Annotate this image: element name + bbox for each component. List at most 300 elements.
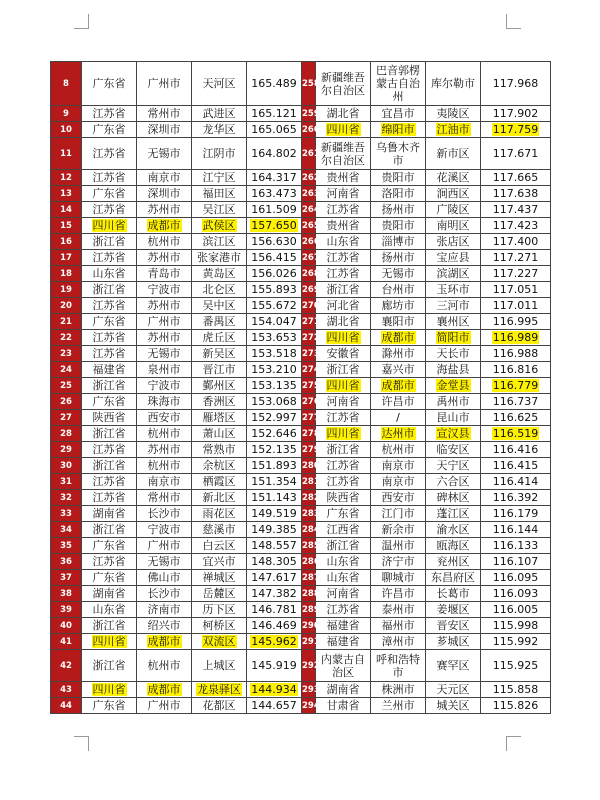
table-row (51, 442, 551, 458)
right-score-cell (481, 378, 551, 394)
right-district-cell: 晋安区 (426, 618, 481, 634)
left-rank-cell: 20 (51, 298, 82, 314)
left-city-cell: 绍兴市 (137, 618, 192, 634)
right-score-cell: 116.988 (481, 346, 551, 362)
left-rank-cell: 9 (51, 106, 82, 122)
right-province-cell: 山东省 (316, 570, 371, 586)
left-province-cell-highlight: 四川省 (92, 683, 126, 696)
table-row (51, 698, 551, 714)
left-rank-cell: 36 (51, 554, 82, 570)
table-row (51, 266, 551, 282)
right-district-cell (426, 122, 481, 138)
left-score-cell: 164.317 (247, 170, 302, 186)
left-province-cell: 广东省 (82, 698, 137, 714)
table-row (51, 394, 551, 410)
right-province-cell: 江苏省 (316, 474, 371, 490)
left-province-cell: 湖南省 (82, 506, 137, 522)
right-district-cell: 天宁区 (426, 458, 481, 474)
right-province-cell-highlight: 四川省 (326, 427, 360, 440)
table-row (51, 570, 551, 586)
right-district-cell: 姜堰区 (426, 602, 481, 618)
table-row (51, 106, 551, 122)
right-city-cell: 许昌市 (371, 586, 426, 602)
left-city-cell (137, 682, 192, 698)
right-province-cell (316, 378, 371, 394)
left-score-cell: 153.518 (247, 346, 302, 362)
left-city-cell: 广州市 (137, 538, 192, 554)
right-city-cell: 宜昌市 (371, 106, 426, 122)
left-province-cell-highlight: 四川省 (92, 635, 126, 648)
right-city-cell: 呼和浩特市 (371, 650, 426, 682)
left-rank-cell: 38 (51, 586, 82, 602)
left-rank-cell: 25 (51, 378, 82, 394)
left-city-cell: 杭州市 (137, 426, 192, 442)
right-city-cell: 福州市 (371, 618, 426, 634)
left-rank-cell: 16 (51, 234, 82, 250)
table-row (51, 634, 551, 650)
right-district-cell: 玉环市 (426, 282, 481, 298)
left-city-cell: 宁波市 (137, 378, 192, 394)
right-province-cell-highlight: 四川省 (326, 331, 360, 344)
right-district-cell: 渝水区 (426, 522, 481, 538)
left-score-cell: 161.509 (247, 202, 302, 218)
left-score-cell: 155.672 (247, 298, 302, 314)
left-score-cell: 148.557 (247, 538, 302, 554)
right-province-cell-highlight: 四川省 (326, 379, 360, 392)
right-rank-cell: 292 (302, 650, 316, 682)
right-score-cell: 116.737 (481, 394, 551, 410)
left-score-cell: 152.135 (247, 442, 302, 458)
left-rank-cell: 43 (51, 682, 82, 698)
right-rank-cell: 275 (302, 378, 316, 394)
left-district-cell: 吴中区 (192, 298, 247, 314)
table-row (51, 138, 551, 170)
left-district-cell (192, 682, 247, 698)
table-row (51, 186, 551, 202)
left-score-cell: 146.781 (247, 602, 302, 618)
right-city-cell: 巴音郭楞蒙古自治州 (371, 62, 426, 106)
right-district-cell (426, 378, 481, 394)
right-city-cell: 襄阳市 (371, 314, 426, 330)
right-rank-cell: 286 (302, 554, 316, 570)
left-city-cell (137, 634, 192, 650)
left-district-cell: 新吴区 (192, 346, 247, 362)
right-city-cell: 江门市 (371, 506, 426, 522)
right-district-cell: 芗城区 (426, 634, 481, 650)
right-rank-cell: 281 (302, 474, 316, 490)
right-city-cell: 扬州市 (371, 202, 426, 218)
right-province-cell: 江苏省 (316, 266, 371, 282)
right-district-cell: 蓬江区 (426, 506, 481, 522)
right-province-cell: 浙江省 (316, 282, 371, 298)
right-rank-cell: 268 (302, 266, 316, 282)
right-rank-cell: 270 (302, 298, 316, 314)
right-province-cell: 江苏省 (316, 458, 371, 474)
right-rank-cell: 263 (302, 186, 316, 202)
left-score-cell: 149.519 (247, 506, 302, 522)
table-row (51, 378, 551, 394)
right-score-cell: 115.998 (481, 618, 551, 634)
left-score-cell-highlight: 145.962 (251, 635, 297, 648)
left-rank-cell: 17 (51, 250, 82, 266)
right-city-cell: 乌鲁木齐市 (371, 138, 426, 170)
right-district-cell: 赛罕区 (426, 650, 481, 682)
right-province-cell: 湖南省 (316, 682, 371, 698)
right-city-cell: 株洲市 (371, 682, 426, 698)
left-rank-cell: 10 (51, 122, 82, 138)
left-city-cell: 深圳市 (137, 122, 192, 138)
right-district-cell-highlight: 金堂县 (436, 379, 470, 392)
left-city-cell: 苏州市 (137, 330, 192, 346)
right-district-cell-highlight: 宣汉县 (436, 427, 470, 440)
right-district-cell: 南明区 (426, 218, 481, 234)
left-city-cell (137, 218, 192, 234)
right-city-cell: 扬州市 (371, 250, 426, 266)
left-province-cell: 浙江省 (82, 618, 137, 634)
left-district-cell: 黄岛区 (192, 266, 247, 282)
right-province-cell: 河南省 (316, 586, 371, 602)
left-rank-cell: 31 (51, 474, 82, 490)
right-province-cell: 甘肃省 (316, 698, 371, 714)
right-district-cell: 广陵区 (426, 202, 481, 218)
left-city-cell-highlight: 成都市 (147, 683, 181, 696)
left-score-cell: 147.382 (247, 586, 302, 602)
right-district-cell: 碑林区 (426, 490, 481, 506)
left-rank-cell: 18 (51, 266, 82, 282)
left-city-cell: 南京市 (137, 474, 192, 490)
right-score-cell: 117.423 (481, 218, 551, 234)
right-province-cell: 新疆维吾尔自治区 (316, 62, 371, 106)
left-district-cell: 滨江区 (192, 234, 247, 250)
left-province-cell (82, 218, 137, 234)
right-rank-cell: 266 (302, 234, 316, 250)
right-city-cell: 泰州市 (371, 602, 426, 618)
right-city-cell-highlight: 成都市 (381, 379, 415, 392)
right-rank-cell: 288 (302, 586, 316, 602)
table-row (51, 362, 551, 378)
table-row (51, 586, 551, 602)
right-score-cell: 117.400 (481, 234, 551, 250)
left-rank-cell: 28 (51, 426, 82, 442)
left-province-cell: 江苏省 (82, 170, 137, 186)
left-province-cell: 江苏省 (82, 474, 137, 490)
right-city-cell: 台州市 (371, 282, 426, 298)
right-district-cell: 海盐县 (426, 362, 481, 378)
left-district-cell: 历下区 (192, 602, 247, 618)
table-row (51, 170, 551, 186)
left-rank-cell: 33 (51, 506, 82, 522)
left-province-cell: 广东省 (82, 314, 137, 330)
right-city-cell: 聊城市 (371, 570, 426, 586)
left-city-cell: 佛山市 (137, 570, 192, 586)
right-rank-cell: 264 (302, 202, 316, 218)
right-city-cell-highlight: 达州市 (381, 427, 415, 440)
right-city-cell: 兰州市 (371, 698, 426, 714)
right-rank-cell: 267 (302, 250, 316, 266)
right-province-cell: 贵州省 (316, 170, 371, 186)
right-province-cell: 江苏省 (316, 202, 371, 218)
right-province-cell: 浙江省 (316, 362, 371, 378)
right-province-cell: 湖北省 (316, 106, 371, 122)
right-province-cell: 江苏省 (316, 410, 371, 426)
right-province-cell (316, 426, 371, 442)
left-province-cell: 山东省 (82, 602, 137, 618)
right-province-cell: 福建省 (316, 618, 371, 634)
right-score-cell: 116.179 (481, 506, 551, 522)
left-province-cell: 江苏省 (82, 490, 137, 506)
left-province-cell (82, 634, 137, 650)
left-city-cell-highlight: 成都市 (147, 219, 181, 232)
left-score-cell: 156.415 (247, 250, 302, 266)
crop-mark-top-right (506, 14, 521, 29)
left-district-cell (192, 218, 247, 234)
left-province-cell: 陕西省 (82, 410, 137, 426)
left-district-cell: 上城区 (192, 650, 247, 682)
right-score-cell (481, 122, 551, 138)
right-city-cell: 滁州市 (371, 346, 426, 362)
right-score-cell: 115.925 (481, 650, 551, 682)
right-province-cell: 安徽省 (316, 346, 371, 362)
left-district-cell: 常熟市 (192, 442, 247, 458)
right-district-cell: 张店区 (426, 234, 481, 250)
left-district-cell: 岳麓区 (192, 586, 247, 602)
right-rank-cell: 282 (302, 490, 316, 506)
left-city-cell: 苏州市 (137, 250, 192, 266)
left-city-cell: 广州市 (137, 314, 192, 330)
right-city-cell: 西安市 (371, 490, 426, 506)
left-province-cell: 江苏省 (82, 330, 137, 346)
right-district-cell: 滨湖区 (426, 266, 481, 282)
left-city-cell: 长沙市 (137, 586, 192, 602)
left-city-cell: 长沙市 (137, 506, 192, 522)
right-district-cell: 襄州区 (426, 314, 481, 330)
right-score-cell: 116.625 (481, 410, 551, 426)
table-row (51, 538, 551, 554)
left-rank-cell: 29 (51, 442, 82, 458)
table-row (51, 650, 551, 682)
left-city-cell: 常州市 (137, 106, 192, 122)
left-score-cell: 151.893 (247, 458, 302, 474)
right-score-cell-highlight: 116.779 (492, 379, 539, 392)
left-score-cell: 164.802 (247, 138, 302, 170)
right-city-cell-highlight: 绵阳市 (381, 123, 415, 136)
left-city-cell: 杭州市 (137, 650, 192, 682)
left-rank-cell: 27 (51, 410, 82, 426)
left-score-cell: 144.657 (247, 698, 302, 714)
right-district-cell-highlight: 江油市 (436, 123, 470, 136)
left-rank-cell: 24 (51, 362, 82, 378)
right-score-cell-highlight: 117.759 (492, 123, 539, 136)
left-district-cell: 花都区 (192, 698, 247, 714)
right-score-cell: 116.005 (481, 602, 551, 618)
left-score-cell: 152.997 (247, 410, 302, 426)
left-rank-cell: 8 (51, 62, 82, 106)
table-row (51, 202, 551, 218)
table-row (51, 346, 551, 362)
right-score-cell: 117.051 (481, 282, 551, 298)
left-province-cell: 江苏省 (82, 106, 137, 122)
left-province-cell: 浙江省 (82, 458, 137, 474)
left-province-cell: 浙江省 (82, 650, 137, 682)
right-rank-cell: 290 (302, 618, 316, 634)
right-score-cell: 116.144 (481, 522, 551, 538)
left-score-cell: 165.489 (247, 62, 302, 106)
left-province-cell: 江苏省 (82, 138, 137, 170)
table-row (51, 410, 551, 426)
right-province-cell: 浙江省 (316, 538, 371, 554)
right-district-cell: 库尔勒市 (426, 62, 481, 106)
left-province-cell: 江苏省 (82, 442, 137, 458)
left-score-cell: 153.068 (247, 394, 302, 410)
right-rank-cell: 279 (302, 442, 316, 458)
right-score-cell: 116.093 (481, 586, 551, 602)
right-district-cell: 三河市 (426, 298, 481, 314)
left-province-cell: 浙江省 (82, 282, 137, 298)
left-district-cell: 北仑区 (192, 282, 247, 298)
right-score-cell (481, 330, 551, 346)
left-city-cell: 无锡市 (137, 138, 192, 170)
right-district-cell-highlight: 简阳市 (436, 331, 470, 344)
table-row (51, 522, 551, 538)
table-row (51, 282, 551, 298)
left-province-cell: 江苏省 (82, 346, 137, 362)
right-district-cell: 长葛市 (426, 586, 481, 602)
left-rank-cell: 40 (51, 618, 82, 634)
left-rank-cell: 42 (51, 650, 82, 682)
left-district-cell (192, 634, 247, 650)
left-province-cell: 浙江省 (82, 522, 137, 538)
right-city-cell: 无锡市 (371, 266, 426, 282)
left-rank-cell: 15 (51, 218, 82, 234)
right-city-cell: 嘉兴市 (371, 362, 426, 378)
right-city-cell: 南京市 (371, 458, 426, 474)
left-city-cell-highlight: 成都市 (147, 635, 181, 648)
left-district-cell: 吴江区 (192, 202, 247, 218)
right-province-cell: 山东省 (316, 554, 371, 570)
right-score-cell (481, 426, 551, 442)
table-row (51, 62, 551, 106)
right-rank-cell: 278 (302, 426, 316, 442)
right-city-cell: 淄博市 (371, 234, 426, 250)
left-province-cell: 广东省 (82, 62, 137, 106)
left-rank-cell: 34 (51, 522, 82, 538)
right-city-cell: 贵阳市 (371, 170, 426, 186)
left-score-cell: 153.210 (247, 362, 302, 378)
left-rank-cell: 41 (51, 634, 82, 650)
right-rank-cell: 283 (302, 506, 316, 522)
left-score-cell (247, 634, 302, 650)
left-district-cell: 虎丘区 (192, 330, 247, 346)
table-row (51, 554, 551, 570)
left-score-cell: 153.135 (247, 378, 302, 394)
left-district-cell: 江宁区 (192, 170, 247, 186)
left-province-cell: 浙江省 (82, 234, 137, 250)
right-district-cell: 瓯海区 (426, 538, 481, 554)
right-score-cell: 117.271 (481, 250, 551, 266)
right-district-cell: 城关区 (426, 698, 481, 714)
right-city-cell: 温州市 (371, 538, 426, 554)
left-rank-cell: 21 (51, 314, 82, 330)
left-province-cell: 江苏省 (82, 298, 137, 314)
right-province-cell: 湖北省 (316, 314, 371, 330)
right-score-cell: 115.826 (481, 698, 551, 714)
left-city-cell: 苏州市 (137, 202, 192, 218)
left-district-cell-highlight: 武侯区 (202, 219, 236, 232)
right-city-cell: 杭州市 (371, 442, 426, 458)
left-score-cell: 156.026 (247, 266, 302, 282)
right-city-cell: 南京市 (371, 474, 426, 490)
right-score-cell: 116.392 (481, 490, 551, 506)
right-rank-cell: 259 (302, 106, 316, 122)
left-rank-cell: 14 (51, 202, 82, 218)
right-city-cell (371, 378, 426, 394)
right-city-cell (371, 330, 426, 346)
right-rank-cell: 262 (302, 170, 316, 186)
right-score-cell-highlight: 116.989 (492, 331, 539, 344)
left-province-cell: 江苏省 (82, 202, 137, 218)
right-district-cell: 东昌府区 (426, 570, 481, 586)
left-district-cell: 萧山区 (192, 426, 247, 442)
left-city-cell: 常州市 (137, 490, 192, 506)
right-rank-cell: 271 (302, 314, 316, 330)
right-city-cell: 廊坊市 (371, 298, 426, 314)
left-district-cell: 武进区 (192, 106, 247, 122)
left-district-cell: 新北区 (192, 490, 247, 506)
right-district-cell: 天元区 (426, 682, 481, 698)
left-score-cell: 165.121 (247, 106, 302, 122)
left-city-cell: 无锡市 (137, 554, 192, 570)
right-rank-cell: 289 (302, 602, 316, 618)
right-score-cell: 117.437 (481, 202, 551, 218)
left-rank-cell: 11 (51, 138, 82, 170)
right-score-cell: 117.665 (481, 170, 551, 186)
right-score-cell: 116.995 (481, 314, 551, 330)
table-row (51, 682, 551, 698)
left-score-cell: 145.919 (247, 650, 302, 682)
right-district-cell: 花溪区 (426, 170, 481, 186)
left-city-cell: 西安市 (137, 410, 192, 426)
left-province-cell (82, 682, 137, 698)
left-score-cell-highlight: 144.934 (251, 683, 297, 696)
right-district-cell: 临安区 (426, 442, 481, 458)
table-row (51, 218, 551, 234)
left-rank-cell: 19 (51, 282, 82, 298)
left-score-cell (247, 218, 302, 234)
left-district-cell: 江阴市 (192, 138, 247, 170)
left-city-cell: 杭州市 (137, 458, 192, 474)
left-score-cell: 151.354 (247, 474, 302, 490)
table-row (51, 458, 551, 474)
right-rank-cell: 291 (302, 634, 316, 650)
table-row (51, 234, 551, 250)
left-city-cell: 泉州市 (137, 362, 192, 378)
left-district-cell-highlight: 双流区 (202, 635, 236, 648)
right-score-cell: 117.011 (481, 298, 551, 314)
left-province-cell: 广东省 (82, 570, 137, 586)
left-rank-cell: 26 (51, 394, 82, 410)
right-rank-cell: 294 (302, 698, 316, 714)
table-row (51, 122, 551, 138)
left-city-cell: 宁波市 (137, 522, 192, 538)
left-province-cell: 江苏省 (82, 250, 137, 266)
right-district-cell: 涧西区 (426, 186, 481, 202)
table-row (51, 474, 551, 490)
right-rank-cell: 260 (302, 122, 316, 138)
right-district-cell: 昆山市 (426, 410, 481, 426)
left-score-cell: 153.653 (247, 330, 302, 346)
table-row (51, 250, 551, 266)
left-city-cell: 无锡市 (137, 346, 192, 362)
